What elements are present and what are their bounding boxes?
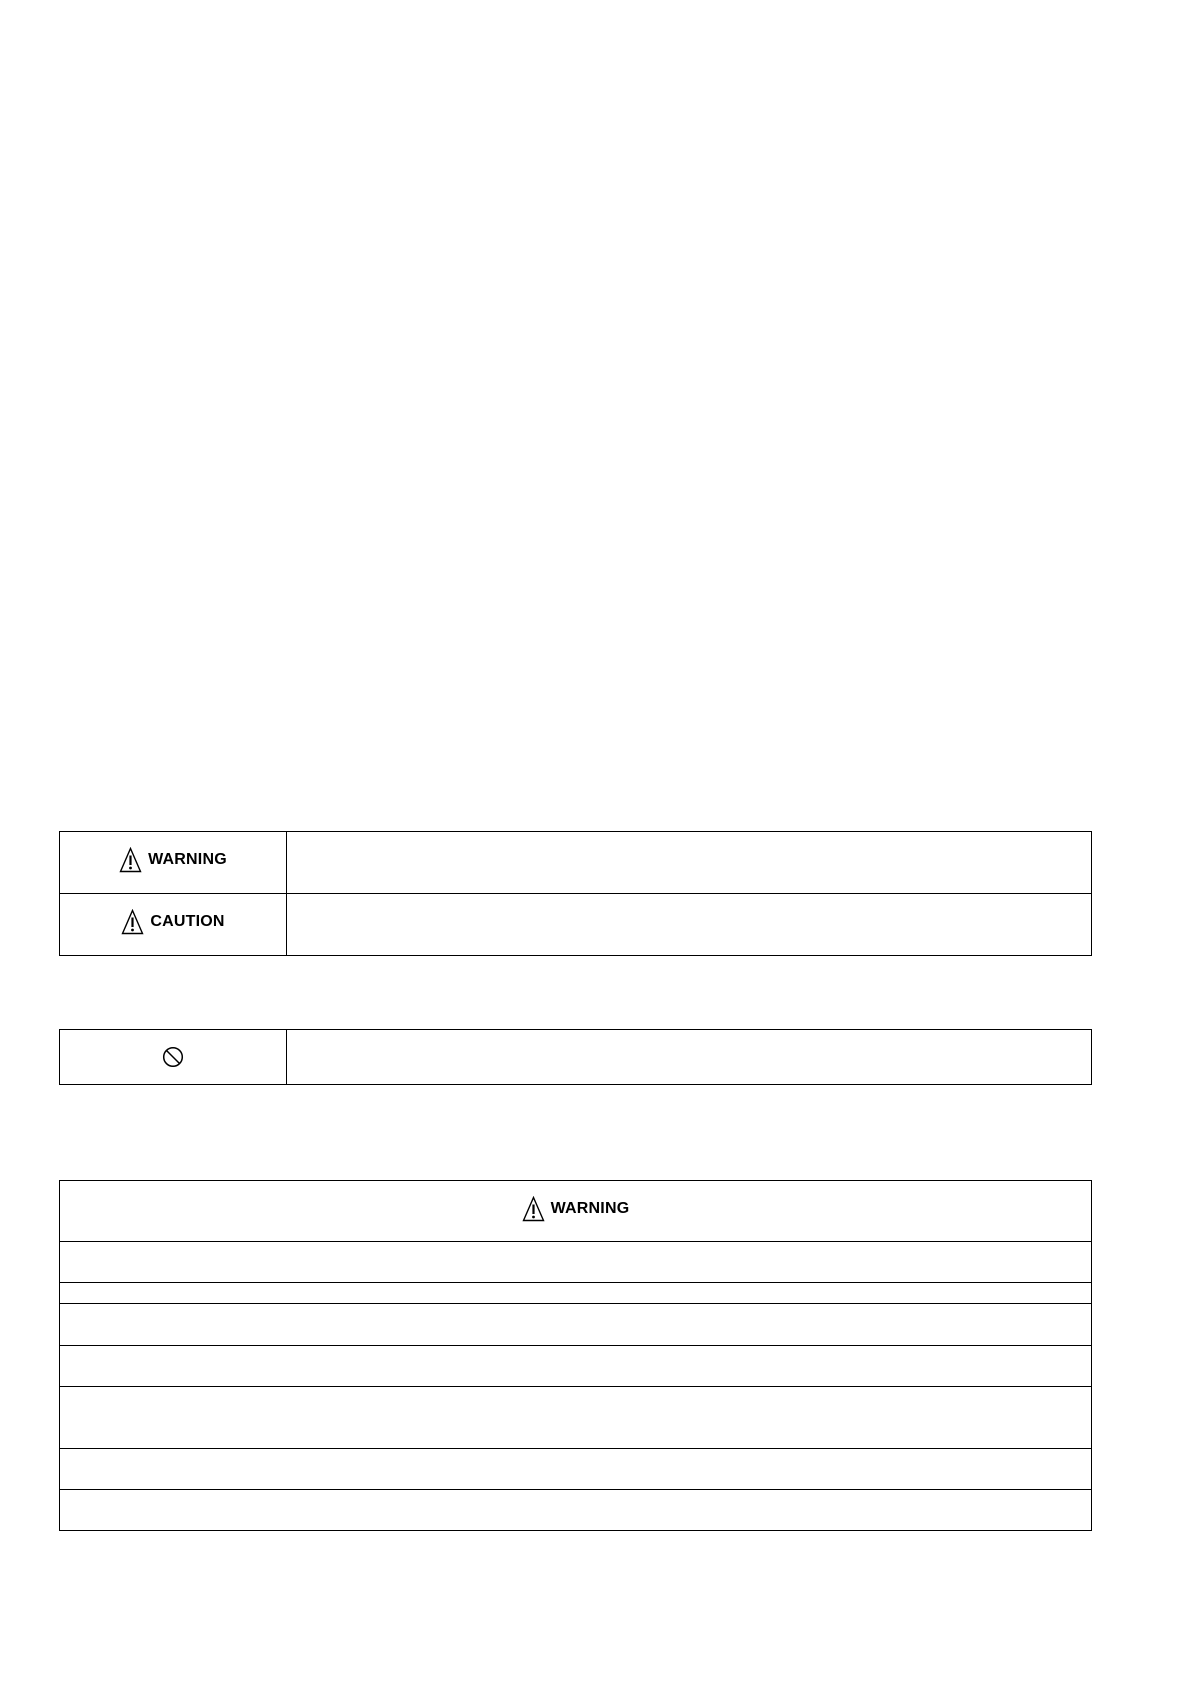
warning-item-row bbox=[60, 1490, 1092, 1531]
warning-header-row bbox=[60, 1181, 1092, 1242]
warning-item-cell bbox=[60, 1490, 1092, 1531]
warning-header-cell bbox=[60, 1181, 1092, 1242]
warning-header-label bbox=[522, 1196, 630, 1222]
warning-item-cell bbox=[60, 1387, 1092, 1449]
warning-triangle-icon bbox=[119, 847, 142, 873]
warning-item-row bbox=[60, 1304, 1092, 1346]
warning-item-row bbox=[60, 1242, 1092, 1283]
signal-row-warning bbox=[60, 832, 1092, 894]
warning-label-text: WARNING bbox=[148, 851, 227, 868]
signal-row-caution bbox=[60, 894, 1092, 956]
warning-label bbox=[119, 847, 227, 873]
prohibition-icon-cell bbox=[60, 1030, 287, 1085]
warning-triangle-icon bbox=[121, 909, 144, 935]
warning-item-cell bbox=[60, 1346, 1092, 1387]
warning-item-cell bbox=[60, 1304, 1092, 1346]
warning-item-row bbox=[60, 1449, 1092, 1490]
warning-item-cell bbox=[60, 1449, 1092, 1490]
prohibition-symbol-table bbox=[59, 1029, 1092, 1085]
signal-label-cell bbox=[60, 894, 287, 956]
signal-description-cell bbox=[287, 894, 1092, 956]
caution-label bbox=[121, 909, 224, 935]
signal-label-cell bbox=[60, 832, 287, 894]
warning-header-text: WARNING bbox=[550, 1199, 630, 1217]
warning-item-cell bbox=[60, 1242, 1092, 1283]
warning-item-row bbox=[60, 1346, 1092, 1387]
warning-item-row bbox=[60, 1283, 1092, 1304]
prohibition-icon bbox=[162, 1046, 184, 1068]
warning-list-table bbox=[59, 1180, 1092, 1531]
warning-item-row bbox=[60, 1387, 1092, 1449]
warning-item-cell bbox=[60, 1283, 1092, 1304]
prohibition-row bbox=[60, 1030, 1092, 1085]
signal-description-cell bbox=[287, 832, 1092, 894]
signal-word-table bbox=[59, 831, 1092, 956]
warning-triangle-icon bbox=[522, 1196, 545, 1222]
caution-label-text: CAUTION bbox=[150, 913, 225, 930]
prohibition-description-cell bbox=[287, 1030, 1092, 1085]
